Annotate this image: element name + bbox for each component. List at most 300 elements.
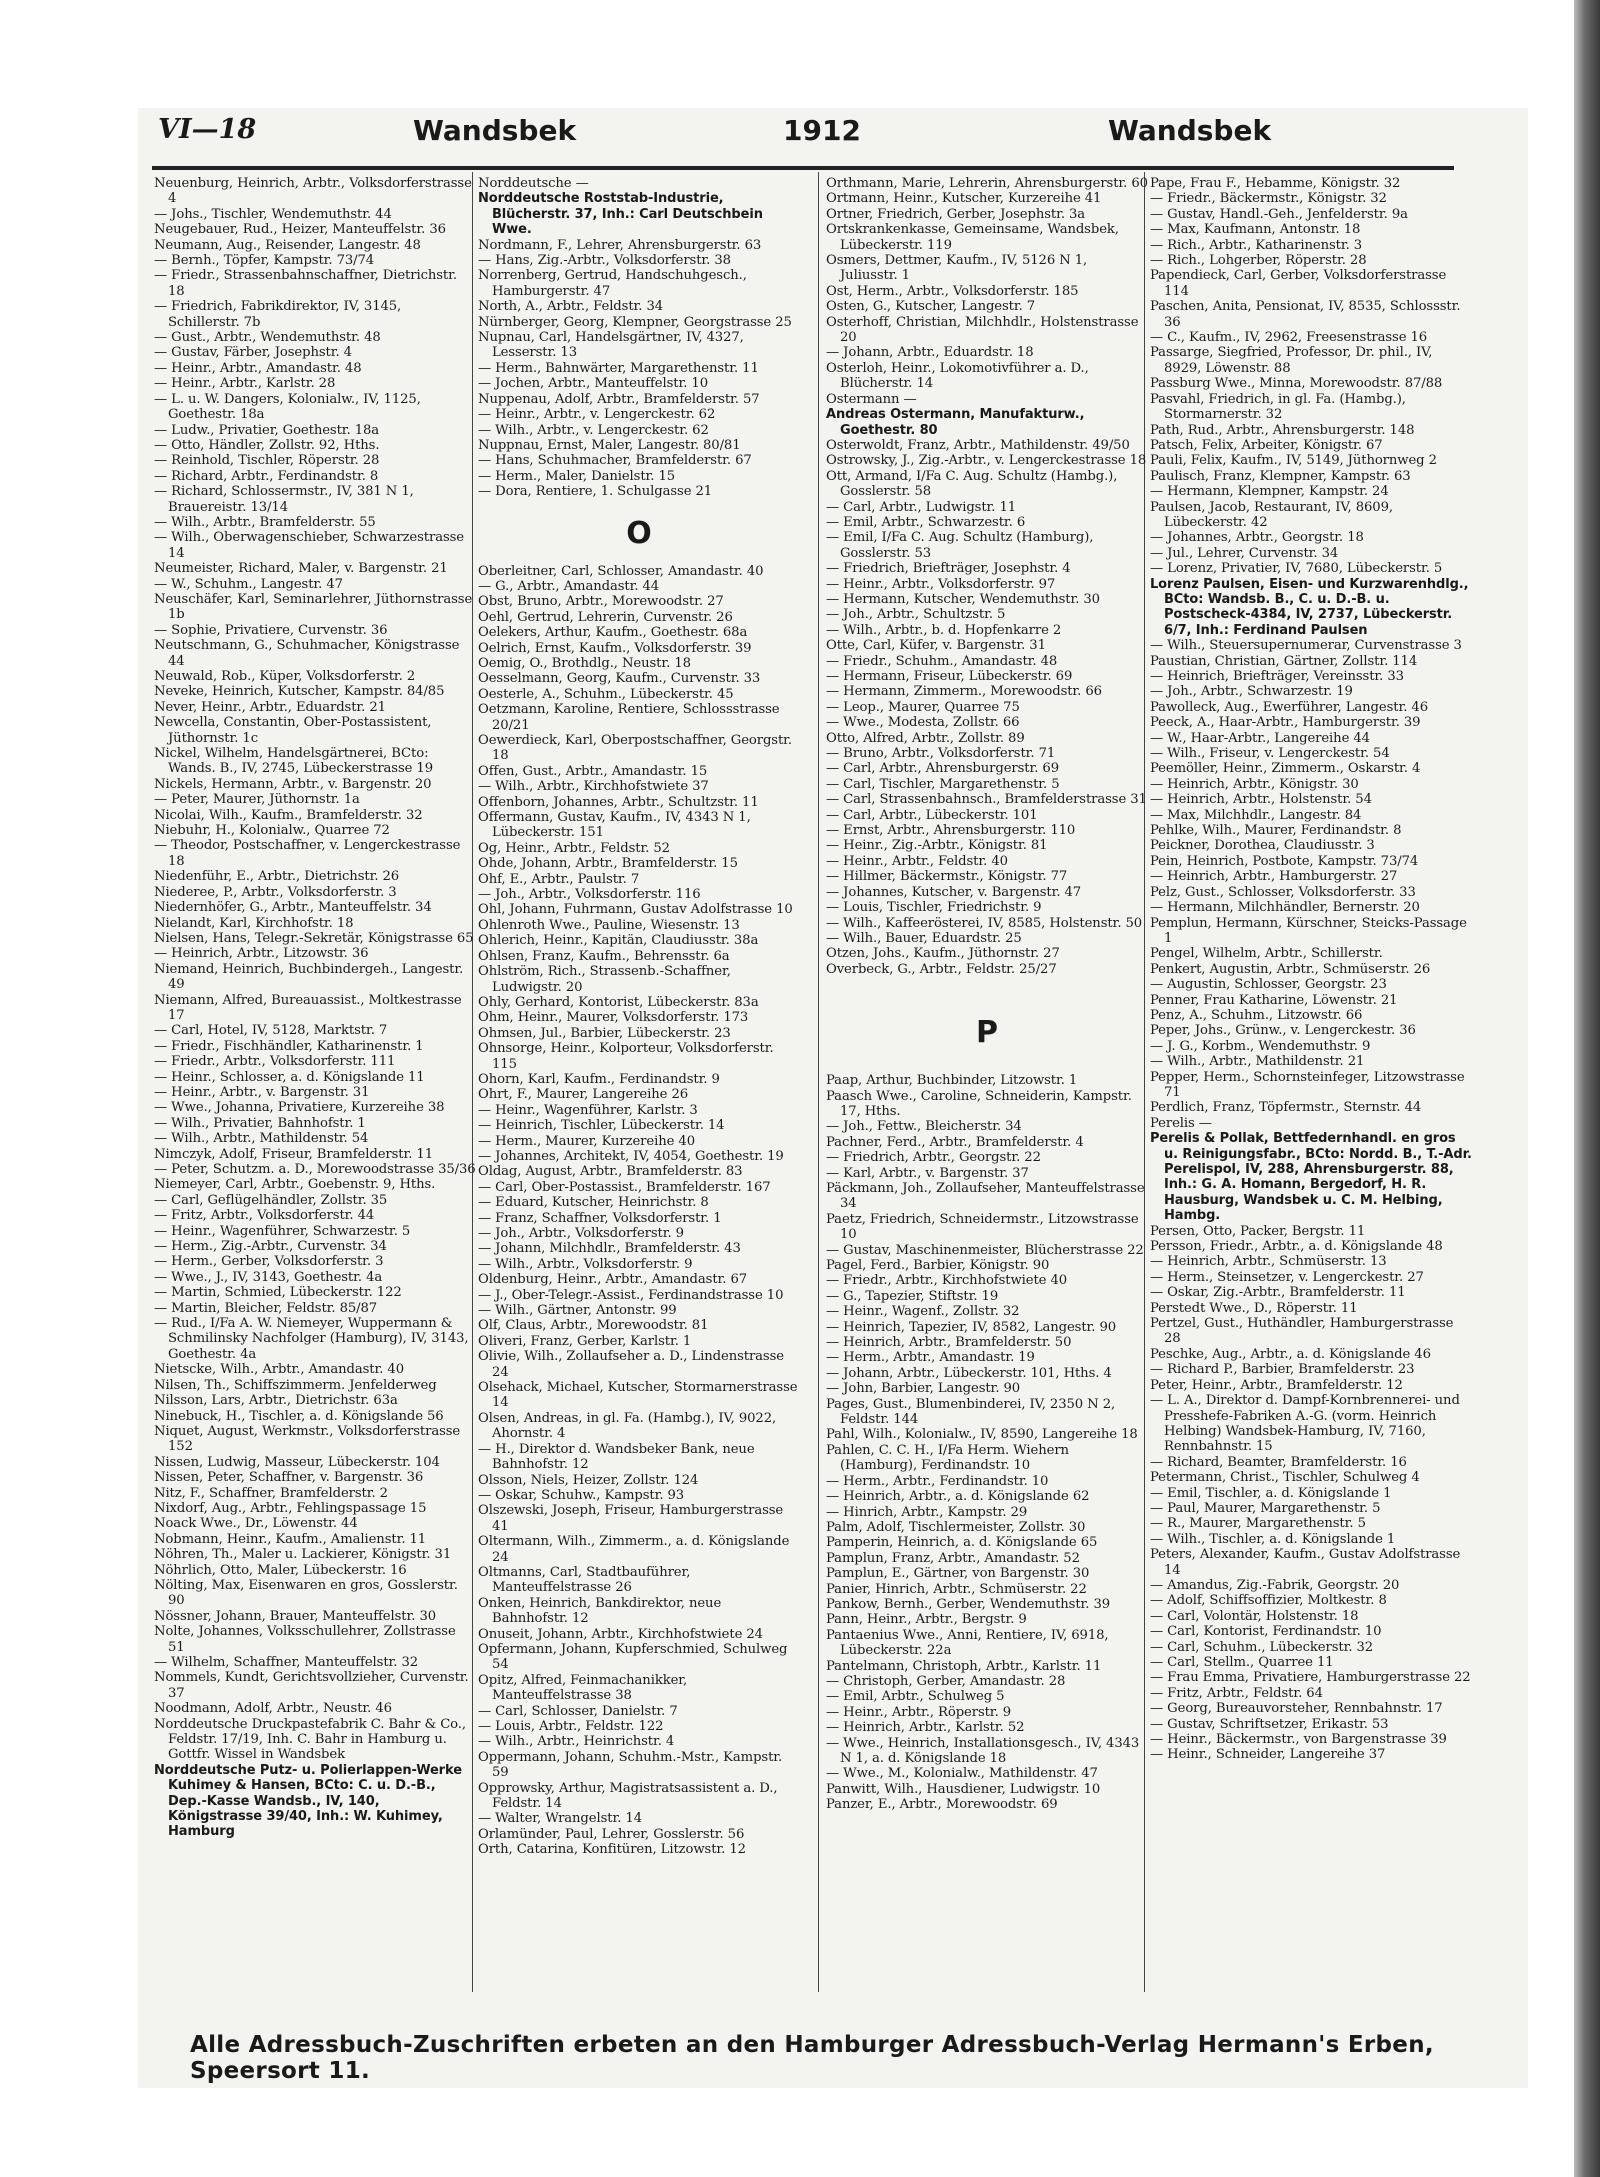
directory-entry: — Wilhelm, Schaffner, Manteuffelstr. 32	[154, 1655, 419, 1670]
column-2-bottom	[478, 564, 800, 1858]
directory-entry: — Heinrich, Arbtr., Hamburgerstr. 27	[1150, 869, 1398, 885]
directory-entry: — Augustin, Schlosser, Georgstr. 23	[1150, 977, 1387, 993]
directory-entry: — Wilh., Privatier, Bahnhofstr. 1	[154, 1115, 366, 1131]
directory-entry: — Friedrich, Arbtr., Georgstr. 22	[826, 1150, 1041, 1166]
directory-entry: — Wilh., Kaffeerösterei, IV, 8585, Holstenstr. 50	[826, 915, 1143, 931]
directory-entry: Nommels, Kundt, Gerichtsvollzieher, Curvenstr. 37	[154, 1670, 469, 1701]
directory-entry: Nilsen, Th., Schiffszimmerm. Jenfelderweg	[154, 1377, 437, 1393]
directory-entry: — W., Schuhm., Langestr. 47	[154, 576, 343, 592]
letter-heading-p: P	[976, 1015, 998, 1051]
directory-entry: — Franz, Schaffner, Volksdorferstr. 1	[478, 1210, 722, 1226]
directory-entry: Perelis —	[1150, 1115, 1212, 1131]
directory-entry: — Fritz, Arbtr., Volksdorferstr. 44	[154, 1208, 375, 1224]
directory-entry: Lorenz Paulsen, Eisen- und Kurzwarenhdlg., BCto: Wandsb. B., C. u. D.-B. u. Postscheck-4384, IV, 2737, Lübeckerstr. 6/7, Inh.: Ferdinand Paulsen	[1150, 576, 1469, 638]
directory-entry: Nilsson, Lars, Arbtr., Dietrichstr. 63a	[154, 1393, 398, 1409]
directory-entry: Pehlke, Wilh., Maurer, Ferdinandstr. 8	[1150, 823, 1402, 839]
directory-entry: Pawolleck, Aug., Ewerführer, Langestr. 46	[1150, 699, 1428, 715]
directory-entry: Oesselmann, Georg, Kaufm., Curvenstr. 33	[478, 671, 761, 687]
directory-entry: — Friedr., Arbtr., Kirchhofstwiete 40	[826, 1273, 1068, 1289]
directory-entry: Olsehack, Michael, Kutscher, Stormarnerstrasse 14	[478, 1380, 798, 1411]
directory-entry: — Emil, Arbtr., Schulweg 5	[826, 1689, 1005, 1705]
directory-entry: — Heinrich, Arbtr., Königstr. 30	[1150, 776, 1359, 792]
directory-entry: — Heinr., Arbtr., v. Lengerckestr. 62	[478, 407, 716, 423]
directory-entry: — Johannes, Kutscher, v. Bargenstr. 47	[826, 884, 1082, 900]
directory-entry: — Carl, Schlosser, Danielstr. 7	[478, 1703, 678, 1719]
directory-entry: Perdlich, Franz, Töpfermstr., Sternstr. 44	[1150, 1100, 1422, 1116]
directory-entry: Overbeck, G., Arbtr., Feldstr. 25/27	[826, 961, 1057, 977]
directory-entry: Path, Rud., Arbtr., Ahrensburgerstr. 148	[1150, 422, 1415, 438]
directory-entry: — Johannes, Architekt, IV, 4054, Goethestr. 19	[478, 1148, 784, 1164]
directory-entry: Niemeyer, Carl, Arbtr., Goebenstr. 9, Hths.	[154, 1177, 436, 1193]
directory-entry: Newcella, Constantin, Ober-Postassistent, Jüthornstr. 1c	[154, 715, 432, 746]
directory-entry: — L. u. W. Dangers, Kolonialw., IV, 1125, Goethestr. 18a	[154, 391, 421, 423]
directory-entry: — Walter, Wrangelstr. 14	[478, 1811, 642, 1827]
directory-entry: — Gustav, Maschinenmeister, Blücherstrasse 22	[826, 1242, 1144, 1258]
directory-entry: — Heinr., Wagenführer, Karlstr. 3	[478, 1102, 698, 1118]
directory-entry: — Heinrich, Tapezier, IV, 8582, Langestr. 90	[826, 1319, 1117, 1335]
directory-entry: — Joh., Fettw., Bleicherstr. 34	[826, 1119, 1022, 1135]
directory-entry: Persson, Friedr., Arbtr., a. d. Königslande 48	[1150, 1239, 1443, 1255]
directory-entry: — Friedr., Schuhm., Amandastr. 48	[826, 653, 1058, 669]
directory-entry: Neutschmann, G., Schuhmacher, Königstrasse 44	[154, 638, 460, 669]
directory-entry: — Herm., Steinsetzer, v. Lengerckestr. 27	[1150, 1269, 1424, 1285]
directory-entry: Pann, Heinr., Arbtr., Bergstr. 9	[826, 1612, 1027, 1628]
directory-entry: — Wilh., Arbtr., Volksdorferstr. 9	[478, 1256, 693, 1272]
directory-entry: Noodmann, Adolf, Arbtr., Neustr. 46	[154, 1701, 392, 1717]
directory-entry: Nicolai, Wilh., Kaufm., Bramfelderstr. 32	[154, 807, 423, 823]
directory-entry: Osmers, Dettmer, Kaufm., IV, 5126 N 1, Juliusstr. 1	[826, 253, 1088, 284]
directory-entry: — Wilh., Arbtr., v. Lengerckestr. 62	[478, 422, 709, 438]
directory-entry: — Heinr., Wagenf., Zollstr. 32	[826, 1304, 1020, 1320]
directory-entry: — Peter, Maurer, Jüthornstr. 1a	[154, 792, 360, 808]
directory-entry: Og, Heinr., Arbtr., Feldstr. 52	[478, 840, 670, 856]
directory-entry: — Herm., Arbtr., Amandastr. 19	[826, 1350, 1035, 1366]
directory-entry: Ohlerich, Heinr., Kapitän, Claudiusstr. 38a	[478, 933, 759, 949]
directory-entry: Passburg Wwe., Minna, Morewoodstr. 87/88	[1150, 376, 1443, 392]
directory-entry: Ohde, Johann, Arbtr., Bramfelderstr. 15	[478, 856, 738, 872]
directory-entry: — Ludw., Privatier, Goethestr. 18a	[154, 422, 380, 438]
directory-entry: — Richard, Beamter, Bramfelderstr. 16	[1150, 1454, 1407, 1470]
directory-entry: — Peter, Schutzm. a. D., Morewoodstrasse 35/36	[154, 1162, 476, 1177]
directory-entry: — Friedr., Arbtr., Volksdorferstr. 111	[154, 1054, 396, 1070]
directory-entry: Pamplun, E., Gärtner, von Bargenstr. 30	[826, 1566, 1090, 1582]
directory-entry: — Heinr., Arbtr., v. Bargenstr. 31	[154, 1084, 370, 1100]
directory-entry: Neuwald, Rob., Küper, Volksdorferstr. 2	[154, 669, 416, 684]
directory-entry: Ost, Herm., Arbtr., Volksdorferstr. 185	[826, 283, 1079, 299]
directory-entry: Norrenberg, Gertrud, Handschuhgesch., Hamburgerstr. 47	[478, 268, 747, 299]
directory-entry: — Carl, Tischler, Margarethenstr. 5	[826, 776, 1060, 792]
directory-entry: Ohf, E., Arbtr., Paulstr. 7	[478, 871, 640, 887]
directory-entry: — W., Haar-Arbtr., Langereihe 44	[1150, 730, 1370, 746]
directory-entry: Papendieck, Carl, Gerber, Volksdorferstrasse 114	[1150, 268, 1447, 299]
header-rule	[152, 166, 1454, 170]
directory-entry: — Gustav, Färber, Josephstr. 4	[154, 345, 352, 361]
directory-entry: — Carl, Hotel, IV, 5128, Marktstr. 7	[154, 1023, 388, 1039]
directory-entry: Opprowsky, Arthur, Magistratsassistent a. D., Feldstr. 14	[478, 1780, 778, 1812]
directory-entry: Norddeutsche Roststab-Industrie, Blücherstr. 37, Inh.: Carl Deutschbein Wwe.	[478, 191, 763, 238]
directory-entry: — Wwe., Johanna, Privatiere, Kurzereihe 38	[154, 1100, 445, 1116]
directory-entry: Pachner, Ferd., Arbtr., Bramfelderstr. 4	[826, 1134, 1084, 1150]
directory-entry: — Carl, Volontär, Holstenstr. 18	[1150, 1608, 1359, 1624]
directory-entry: — Carl, Arbtr., Ahrensburgerstr. 69	[826, 761, 1059, 777]
directory-entry: Olszewski, Joseph, Friseur, Hamburgerstrasse 41	[478, 1503, 784, 1534]
directory-entry: Pantaenius Wwe., Anni, Rentiere, IV, 6918, Lübeckerstr. 22a	[826, 1627, 1109, 1659]
directory-entry: — Heinr., Zig.-Arbtr., Königstr. 81	[826, 838, 1048, 854]
directory-entry: Panier, Hinrich, Arbtr., Schmüserstr. 22	[826, 1581, 1087, 1597]
directory-entry: — Wilh., Arbtr., Bramfelderstr. 55	[154, 514, 376, 530]
directory-entry: — Joh., Arbtr., Volksdorferstr. 116	[478, 887, 701, 903]
directory-entry: Paap, Arthur, Buchbinder, Litzowstr. 1	[826, 1073, 1078, 1089]
directory-entry: Norddeutsche Putz- u. Polierlappen-Werke Kuhimey & Hansen, BCto: C. u. D.-B., Dep.-Kasse Wandsb., IV, 140, Königstrasse 39/40, Inh.: W. Kuhimey, Hamburg	[154, 1762, 462, 1840]
directory-entry: Opitz, Alfred, Feinmachanikker, Manteuffelstrasse 38	[478, 1672, 688, 1704]
column-1	[154, 176, 476, 1996]
directory-entry: Pepper, Herm., Schornsteinfeger, Litzowstrasse 71	[1150, 1069, 1465, 1100]
directory-entry: Neumann, Aug., Reisender, Langestr. 48	[154, 237, 421, 253]
directory-entry: Patsch, Felix, Arbeiter, Königstr. 67	[1150, 437, 1383, 453]
directory-entry: — Richard P., Barbier, Bramfelderstr. 23	[1150, 1362, 1415, 1378]
directory-entry: Peters, Alexander, Kaufm., Gustav Adolfstrasse 14	[1150, 1547, 1461, 1578]
page-header	[158, 114, 1498, 154]
directory-entry: Onuseit, Johann, Arbtr., Kirchhofstwiete 24	[478, 1626, 763, 1642]
directory-entry: Norddeutsche —	[478, 176, 589, 191]
directory-entry: — Heinrich, Arbtr., a. d. Königslande 62	[826, 1489, 1090, 1505]
directory-entry: — Wwe., J., IV, 3143, Goethestr. 4a	[154, 1269, 383, 1285]
directory-entry: Nielsen, Hans, Telegr.-Sekretär, Königstrasse 65	[154, 930, 474, 946]
directory-entry: Passarge, Siegfried, Professor, Dr. phil., IV, 8929, Löwenstr. 88	[1150, 345, 1433, 376]
directory-entry: Nuppenau, Adolf, Arbtr., Bramfelderstr. 57	[478, 391, 760, 407]
directory-entry: — Jochen, Arbtr., Manteuffelstr. 10	[478, 376, 708, 392]
directory-entry: — Christoph, Gerber, Amandastr. 28	[826, 1673, 1066, 1689]
directory-entry: — J., Ober-Telegr.-Assist., Ferdinandstrasse 10	[478, 1287, 784, 1303]
directory-entry: — Johann, Arbtr., Eduardstr. 18	[826, 345, 1034, 361]
directory-entry: — Heinr., Arbtr., Feldstr. 40	[826, 853, 1008, 869]
directory-entry: — Martin, Schmied, Lübeckerstr. 122	[154, 1285, 402, 1301]
directory-entry: Pagel, Ferd., Barbier, Königstr. 90	[826, 1258, 1050, 1273]
directory-entry: — Heinrich, Tischler, Lübeckerstr. 14	[478, 1118, 725, 1134]
directory-entry: — Joh., Arbtr., Schultzstr. 5	[826, 607, 1006, 623]
directory-entry: — Louis, Arbtr., Feldstr. 122	[478, 1719, 664, 1734]
directory-entry: Pahl, Wilh., Kolonialw., IV, 8590, Langereihe 18	[826, 1427, 1138, 1443]
directory-entry: Paschen, Anita, Pensionat, IV, 8535, Schlossstr. 36	[1150, 299, 1461, 330]
directory-entry: Nissen, Peter, Schaffner, v. Bargenstr. 36	[154, 1470, 424, 1486]
directory-entry: Pages, Gust., Blumenbinderei, IV, 2350 N 2, Feldstr. 144	[826, 1396, 1116, 1428]
directory-entry: — Fritz, Arbtr., Feldstr. 64	[1150, 1685, 1323, 1701]
directory-entry: — Johs., Tischler, Wendemuthstr. 44	[154, 206, 392, 222]
column-3-bottom	[826, 1073, 1148, 1813]
directory-entry: — C., Kaufm., IV, 2962, Freesenstrasse 16	[1150, 330, 1428, 346]
directory-entry: Oelrich, Ernst, Kaufm., Volksdorferstr. 39	[478, 640, 752, 656]
directory-entry: Oehl, Gertrud, Lehrerin, Curvenstr. 26	[478, 609, 733, 625]
directory-entry: — Dora, Rentiere, 1. Schulgasse 21	[478, 484, 713, 500]
scanner-edge	[1574, 0, 1600, 2177]
column-3	[826, 176, 1148, 1996]
directory-entry: Orth, Catarina, Konfitüren, Litzowstr. 12	[478, 1842, 746, 1858]
directory-entry: Ohorn, Karl, Kaufm., Ferdinandstr. 9	[478, 1071, 720, 1087]
directory-entry: — Leop., Maurer, Quarree 75	[826, 699, 1020, 715]
directory-entry: Oewerdieck, Karl, Oberpostschaffner, Georgstr. 18	[478, 733, 793, 764]
column-3-top	[826, 176, 1148, 977]
directory-entry: Perstedt Wwe., D., Röperstr. 11	[1150, 1300, 1358, 1316]
directory-entry: — Herm., Bahnwärter, Margarethenstr. 11	[478, 360, 759, 376]
directory-entry: — Reinhold, Tischler, Röperstr. 28	[154, 453, 380, 469]
directory-entry: — Carl, Strassenbahnsch., Bramfelderstrasse 31	[826, 792, 1147, 808]
directory-entry: — Hinrich, Arbtr., Kampstr. 29	[826, 1504, 1028, 1520]
directory-entry: — Wilh., Tischler, a. d. Königslande 1	[1150, 1531, 1396, 1547]
directory-entry: — Friedr., Strassenbahnschaffner, Dietrichstr. 18	[154, 268, 457, 299]
directory-entry: Niemann, Alfred, Bureauassist., Moltkestrasse 17	[154, 992, 462, 1023]
directory-entry: Oemig, O., Brothdlg., Neustr. 18	[478, 655, 691, 671]
directory-entry: — Oskar, Schuhw., Kampstr. 93	[478, 1487, 685, 1503]
directory-entry: Nölting, Max, Eisenwaren en gros, Gosslerstr. 90	[154, 1577, 458, 1609]
header-year: 1912	[783, 114, 861, 147]
directory-entry: Ohmsen, Jul., Barbier, Lübeckerstr. 23	[478, 1025, 731, 1041]
directory-entry: — Wwe., Modesta, Zollstr. 66	[826, 715, 1020, 731]
directory-entry: Nössner, Johann, Brauer, Manteuffelstr. 30	[154, 1608, 437, 1624]
directory-entry: Nitz, F., Schaffner, Bramfelderstr. 2	[154, 1485, 388, 1501]
directory-entry: Niemand, Heinrich, Buchbindergeh., Langestr. 49	[154, 961, 464, 993]
directory-entry: Onken, Heinrich, Bankdirektor, neue Bahnhofstr. 12	[478, 1595, 722, 1627]
directory-entry: — Heinr., Arbtr., Volksdorferstr. 97	[826, 576, 1056, 592]
directory-entry: Ohly, Gerhard, Kontorist, Lübeckerstr. 83a	[478, 994, 759, 1010]
directory-entry: — Eduard, Kutscher, Heinrichstr. 8	[478, 1195, 709, 1211]
directory-entry: Paasch Wwe., Caroline, Schneiderin, Kampstr. 17, Hths.	[826, 1088, 1132, 1119]
directory-entry: — Friedr., Bäckermstr., Königstr. 32	[1150, 191, 1387, 207]
directory-entry: Ostermann —	[826, 391, 917, 407]
footer-notice: Alle Adressbuch-Zuschriften erbeten an den Hamburger Adressbuch-Verlag Hermann's Erben, Speersort 11.	[190, 2032, 1434, 2084]
directory-entry: Pein, Heinrich, Postbote, Kampstr. 73/74	[1150, 853, 1419, 869]
directory-entry: — Johannes, Arbtr., Georgstr. 18	[1150, 530, 1364, 546]
directory-entry: Nordmann, F., Lehrer, Ahrensburgerstr. 63	[478, 237, 762, 253]
directory-entry: Otzen, Johs., Kaufm., Jüthornstr. 27	[826, 946, 1060, 962]
directory-entry: Persen, Otto, Packer, Bergstr. 11	[1150, 1223, 1366, 1239]
directory-entry: Orlamünder, Paul, Lehrer, Gosslerstr. 56	[478, 1826, 745, 1842]
page-number: VI—18	[158, 114, 257, 145]
directory-entry: Pantelmann, Christoph, Arbtr., Karlstr. 11	[826, 1658, 1102, 1674]
directory-entry: Nissen, Ludwig, Masseur, Lübeckerstr. 104	[154, 1454, 440, 1470]
directory-entry: — Wilh., Arbtr., Mathildenstr. 54	[154, 1131, 369, 1147]
directory-entry: — Carl, Schuhm., Lübeckerstr. 32	[1150, 1639, 1374, 1655]
directory-entry: — Friedrich, Briefträger, Josephstr. 4	[826, 561, 1071, 577]
directory-entry: Osterloh, Heinr., Lokomotivführer a. D., Blücherstr. 14	[826, 360, 1089, 392]
directory-entry: Pape, Frau F., Hebamme, Königstr. 32	[1150, 176, 1401, 191]
directory-entry: — Wilh., Arbtr., Heinrichstr. 4	[478, 1734, 675, 1750]
directory-entry: — Wilh., Arbtr., Kirchhofstwiete 37	[478, 779, 709, 795]
directory-entry: — Heinr., Wagenführer, Schwarzestr. 5	[154, 1223, 411, 1239]
directory-entry: Pemplun, Hermann, Kürschner, Steicks-Passage 1	[1150, 915, 1467, 946]
directory-entry: Osten, G., Kutscher, Langestr. 7	[826, 299, 1036, 315]
directory-entry: — Gustav, Schriftsetzer, Erikastr. 53	[1150, 1716, 1389, 1732]
directory-entry: Opfermann, Johann, Kupferschmied, Schulweg 54	[478, 1641, 788, 1673]
directory-entry: — Heinrich, Arbtr., Bramfelderstr. 50	[826, 1335, 1072, 1351]
directory-entry: Penner, Frau Katharine, Löwenstr. 21	[1150, 992, 1398, 1008]
directory-entry: — Rich., Lohgerber, Röperstr. 28	[1150, 253, 1367, 269]
directory-entry: — Carl, Kontorist, Ferdinandstr. 10	[1150, 1624, 1382, 1640]
directory-entry: — Hermann, Friseur, Lübeckerstr. 69	[826, 669, 1073, 684]
directory-entry: Petermann, Christ., Tischler, Schulweg 4	[1150, 1470, 1420, 1486]
directory-entry: Oppermann, Johann, Schuhm.-Mstr., Kampstr. 59	[478, 1749, 783, 1781]
directory-entry: — Wilh., Oberwagenschieber, Schwarzestrasse 14	[154, 530, 465, 561]
header-title-left: Wandsbek	[413, 114, 577, 147]
directory-entry: Oldenburg, Heinr., Arbtr., Amandastr. 67	[478, 1272, 748, 1288]
directory-entry: Pauli, Felix, Kaufm., IV, 5149, Jüthornweg 2	[1150, 453, 1437, 469]
directory-entry: — Heinr., Arbtr., Röperstr. 9	[826, 1704, 1012, 1720]
directory-entry: Nimczyk, Adolf, Friseur, Bramfelderstr. 11	[154, 1146, 434, 1162]
directory-entry: Paetz, Friedrich, Schneidermstr., Litzowstrasse 10	[826, 1211, 1139, 1243]
directory-entry: — Heinr., Arbtr., Amandastr. 48	[154, 360, 362, 376]
directory-entry: — H., Direktor d. Wandsbeker Bank, neue Bahnhofstr. 12	[478, 1441, 755, 1473]
directory-entry: — Karl, Arbtr., v. Bargenstr. 37	[826, 1165, 1029, 1181]
directory-entry: Niebuhr, H., Kolonialw., Quarree 72	[154, 823, 390, 839]
directory-entry: — Hans, Zig.-Arbtr., Volksdorferstr. 38	[478, 253, 731, 269]
directory-entry: Oelekers, Arthur, Kaufm., Goethestr. 68a	[478, 625, 748, 641]
directory-entry: Nickel, Wilhelm, Handelsgärtnerei, BCto: Wands. B., IV, 2745, Lübeckerstrasse 19	[154, 746, 434, 777]
directory-entry: — Emil, Arbtr., Schwarzestr. 6	[826, 514, 1026, 530]
column-2-top	[478, 176, 800, 500]
directory-entry: — Gust., Arbtr., Wendemuthstr. 48	[154, 330, 381, 346]
directory-entry: — Richard, Schlossermstr., IV, 381 N 1, Brauereistr. 13/14	[154, 484, 414, 515]
directory-entry: — Bruno, Arbtr., Volksdorferstr. 71	[826, 746, 1056, 762]
directory-entry: Oetzmann, Karoline, Rentiere, Schlossstrasse 20/21	[478, 702, 780, 733]
directory-entry: Andreas Ostermann, Manufakturw., Goethestr. 80	[826, 407, 1085, 438]
directory-entry: Neugebauer, Rud., Heizer, Manteuffelstr. 36	[154, 222, 446, 238]
directory-entry: Offenborn, Johannes, Arbtr., Schultzstr. 11	[478, 794, 759, 810]
directory-entry: Panzer, E., Arbtr., Morewoodstr. 69	[826, 1797, 1058, 1813]
directory-entry: Paulsen, Jacob, Restaurant, IV, 8609, Lübeckerstr. 42	[1150, 499, 1393, 530]
directory-entry: — Friedrich, Fabrikdirektor, IV, 3145, Schillerstr. 7b	[154, 299, 402, 330]
directory-entry: Pamplun, Franz, Arbtr., Amandastr. 52	[826, 1550, 1080, 1566]
directory-entry: Neuenburg, Heinrich, Arbtr., Volksdorferstrasse 4	[154, 176, 472, 207]
directory-entry: Ohlström, Rich., Strassenb.-Schaffner, Ludwigstr. 20	[478, 964, 731, 995]
directory-entry: — Carl, Arbtr., Ludwigstr. 11	[826, 499, 1017, 515]
directory-entry: — Jul., Lehrer, Curvenstr. 34	[1150, 545, 1339, 561]
directory-entry: Päckmann, Joh., Zollaufseher, Manteuffelstrasse 34	[826, 1180, 1145, 1212]
directory-entry: Olf, Claus, Arbtr., Morewoodstr. 81	[478, 1318, 709, 1334]
directory-entry: Oberleitner, Carl, Schlosser, Amandastr. 40	[478, 563, 764, 579]
directory-entry: — Herm., Maler, Danielstr. 15	[478, 468, 676, 484]
directory-entry: Oesterle, A., Schuhm., Lübeckerstr. 45	[478, 686, 734, 702]
directory-entry: Nupnau, Carl, Handelsgärtner, IV, 4327, Lesserstr. 13	[478, 330, 744, 361]
directory-entry: Ostrowsky, J., Zig.-Arbtr., v. Lengerckestrasse 18	[826, 453, 1147, 469]
directory-entry: — Joh., Arbtr., Schwarzestr. 19	[1150, 684, 1353, 700]
directory-entry: Pengel, Wilhelm, Arbtr., Schillerstr.	[1150, 946, 1383, 962]
directory-entry: — Martin, Bleicher, Feldstr. 85/87	[154, 1300, 378, 1316]
directory-entry: Perelis & Pollak, Bettfedernhandl. en gros u. Reinigungsfabr., BCto: Nordd. B., T.-Adr. Perelispol, IV, 288, Ahrensburgerstr. 88, Inh.: G. A. Homann, Bergedorf, H. R. Hausburg, Wandsbek u. C. M. Helbing, Hambg.	[1150, 1131, 1472, 1224]
directory-entry: Peter, Heinr., Arbtr., Bramfelderstr. 12	[1150, 1377, 1403, 1393]
directory-entry: — Gustav, Handl.-Geh., Jenfelderstr. 9a	[1150, 206, 1408, 222]
directory-entry: Oltmanns, Carl, Stadtbauführer, Manteuffelstrasse 26	[478, 1564, 691, 1596]
directory-entry: — Max, Milchhdlr., Langestr. 84	[1150, 807, 1362, 823]
directory-entry: Niedenführ, E., Arbtr., Dietrichstr. 26	[154, 869, 400, 885]
directory-entry: — Georg, Bureauvorsteher, Rennbahnstr. 17	[1150, 1701, 1443, 1717]
directory-entry: Offermann, Gustav, Kaufm., IV, 4343 N 1, Lübeckerstr. 151	[478, 810, 751, 841]
directory-entry: — R., Maurer, Margarethenstr. 5	[1150, 1516, 1366, 1532]
directory-entry: — Rich., Arbtr., Katharinenstr. 3	[1150, 237, 1363, 253]
directory-entry: Ninebuck, H., Tischler, a. d. Königslande 56	[154, 1408, 444, 1424]
directory-entry: Ohlenroth Wwe., Pauline, Wiesenstr. 13	[478, 917, 740, 933]
directory-entry: Offen, Gust., Arbtr., Amandastr. 15	[478, 763, 708, 779]
directory-entry: Niedernhöfer, G., Arbtr., Manteuffelstr. 34	[154, 900, 432, 916]
directory-entry: Pelz, Gust., Schlosser, Volksdorferstr. 33	[1150, 884, 1416, 900]
directory-entry: Nöhren, Th., Maler u. Lackierer, Königstr. 31	[154, 1547, 452, 1563]
directory-entry: North, A., Arbtr., Feldstr. 34	[478, 299, 664, 315]
directory-entry: — Hillmer, Bäckermstr., Königstr. 77	[826, 869, 1068, 885]
directory-entry: — Adolf, Schiffsoffizier, Moltkestr. 8	[1150, 1593, 1387, 1609]
directory-entry: Olivie, Wilh., Zollaufseher a. D., Lindenstrasse 24	[478, 1349, 784, 1380]
directory-entry: Nöhrlich, Otto, Maler, Lübeckerstr. 16	[154, 1562, 407, 1578]
directory-entry: Panwitt, Wilh., Hausdiener, Ludwigstr. 10	[826, 1781, 1101, 1797]
directory-entry: Ott, Armand, I/Fa C. Aug. Schultz (Hambg.), Gosslerstr. 58	[826, 468, 1118, 500]
directory-entry: — Heinrich, Arbtr., Holstenstr. 54	[1150, 792, 1372, 808]
directory-entry: Osterwoldt, Franz, Arbtr., Mathildenstr. 49/50	[826, 437, 1130, 453]
directory-entry: Niquet, August, Werkmstr., Volksdorferstrasse 152	[154, 1423, 461, 1455]
directory-entry: — Wilh., Friseur, v. Lengerckestr. 54	[1150, 746, 1390, 762]
directory-entry: — Theodor, Postschaffner, v. Lengerckestrasse 18	[154, 838, 461, 869]
directory-entry: Peickner, Dorothea, Claudiusstr. 3	[1150, 838, 1375, 854]
directory-entry: Penz, A., Schuhm., Litzowstr. 66	[1150, 1007, 1363, 1023]
directory-entry: — Wilh., Gärtner, Antonstr. 99	[478, 1303, 677, 1319]
directory-entry: Nolte, Johannes, Volksschullehrer, Zollstrasse 51	[154, 1624, 456, 1655]
directory-entry: Ohnsorge, Heinr., Kolporteur, Volksdorferstr. 115	[478, 1041, 774, 1072]
directory-entry: — Wwe., M., Kolonialw., Mathildenstr. 47	[826, 1766, 1098, 1782]
directory-entry: — Johann, Milchhdlr., Bramfelderstr. 43	[478, 1241, 741, 1257]
directory-entry: Nixdorf, Aug., Arbtr., Fehlingspassage 15	[154, 1500, 427, 1516]
directory-entry: Niederee, P., Arbtr., Volksdorferstr. 3	[154, 884, 397, 900]
directory-entry: — Heinrich, Arbtr., Litzowstr. 36	[154, 946, 369, 962]
directory-entry: Pahlen, C. C. H., I/Fa Herm. Wiehern (Hamburg), Ferdinandstr. 10	[826, 1442, 1069, 1474]
directory-entry: Orthmann, Marie, Lehrerin, Ahrensburgerstr. 60	[826, 176, 1148, 191]
directory-entry: Ohl, Johann, Fuhrmann, Gustav Adolfstrasse 10	[478, 902, 793, 918]
directory-entry: Peper, Johs., Grünw., v. Lengerckestr. 36	[1150, 1023, 1416, 1039]
column-2	[478, 176, 800, 1996]
directory-entry: — Lorenz, Privatier, IV, 7680, Lübeckerstr. 5	[1150, 561, 1443, 577]
directory-entry: Olsson, Niels, Heizer, Zollstr. 124	[478, 1472, 699, 1488]
directory-entry: — Carl, Arbtr., Lübeckerstr. 101	[826, 807, 1038, 823]
directory-entry: Nietscke, Wilh., Arbtr., Amandastr. 40	[154, 1362, 404, 1378]
directory-entry: — Wwe., Heinrich, Installationsgesch., IV, 4343 N 1, a. d. Königslande 18	[826, 1735, 1140, 1766]
directory-entry: Ortmann, Heinr., Kutscher, Kurzereihe 41	[826, 191, 1102, 207]
directory-entry: Neumeister, Richard, Maler, v. Bargenstr. 21	[154, 561, 448, 577]
directory-entry: Penkert, Augustin, Arbtr., Schmüserstr. 26	[1150, 961, 1431, 977]
directory-entry: — Herm., Zig.-Arbtr., Curvenstr. 34	[154, 1239, 387, 1255]
column-divider	[818, 172, 819, 1992]
directory-entry: — Joh., Arbtr., Volksdorferstr. 9	[478, 1226, 684, 1241]
directory-entry: — Johann, Arbtr., Lübeckerstr. 101, Hths. 4	[826, 1365, 1112, 1381]
directory-entry: — Heinrich, Arbtr., Karlstr. 52	[826, 1720, 1025, 1736]
directory-entry: Neveke, Heinrich, Kutscher, Kampstr. 84/85	[154, 684, 445, 700]
directory-entry: Osterhoff, Christian, Milchhdlr., Holstenstrasse 20	[826, 314, 1139, 346]
directory-entry: — Carl, Ober-Postassist., Bramfelderstr. 167	[478, 1179, 771, 1195]
directory-entry: Pankow, Bernh., Gerber, Wendemuthstr. 39	[826, 1596, 1111, 1612]
directory-entry: — Bernh., Töpfer, Kampstr. 73/74	[154, 253, 375, 269]
directory-entry: Oliveri, Franz, Gerber, Karlstr. 1	[478, 1333, 692, 1349]
directory-entry: Peschke, Aug., Arbtr., a. d. Königslande 46	[1150, 1346, 1431, 1362]
directory-entry: — Richard, Arbtr., Ferdinandstr. 8	[154, 468, 379, 484]
directory-entry: — Emil, Tischler, a. d. Königslande 1	[1150, 1485, 1392, 1501]
directory-entry: Nürnberger, Georg, Klempner, Georgstrasse 25	[478, 314, 792, 330]
directory-entry: — Heinrich, Arbtr., Schmüserstr. 13	[1150, 1254, 1387, 1270]
directory-entry: — Otto, Händler, Zollstr. 92, Hths.	[154, 437, 380, 453]
directory-entry: — Hermann, Milchhändler, Bernerstr. 20	[1150, 900, 1420, 916]
directory-entry: — G., Arbtr., Amandastr. 44	[478, 578, 660, 594]
directory-entry: — Max, Kaufmann, Antonstr. 18	[1150, 222, 1361, 238]
directory-entry: Paustian, Christian, Gärtner, Zollstr. 114	[1150, 653, 1418, 669]
column-4	[1150, 176, 1472, 1996]
directory-entry: Noack Wwe., Dr., Löwenstr. 44	[154, 1516, 358, 1532]
directory-entry: Pamperin, Heinrich, a. d. Königslande 65	[826, 1535, 1098, 1551]
directory-entry: — Herm., Maurer, Kurzereihe 40	[478, 1133, 695, 1149]
directory-entry: Paulisch, Franz, Klempner, Kampstr. 63	[1150, 468, 1411, 484]
directory-entry: Palm, Adolf, Tischlermeister, Zollstr. 30	[826, 1519, 1086, 1535]
